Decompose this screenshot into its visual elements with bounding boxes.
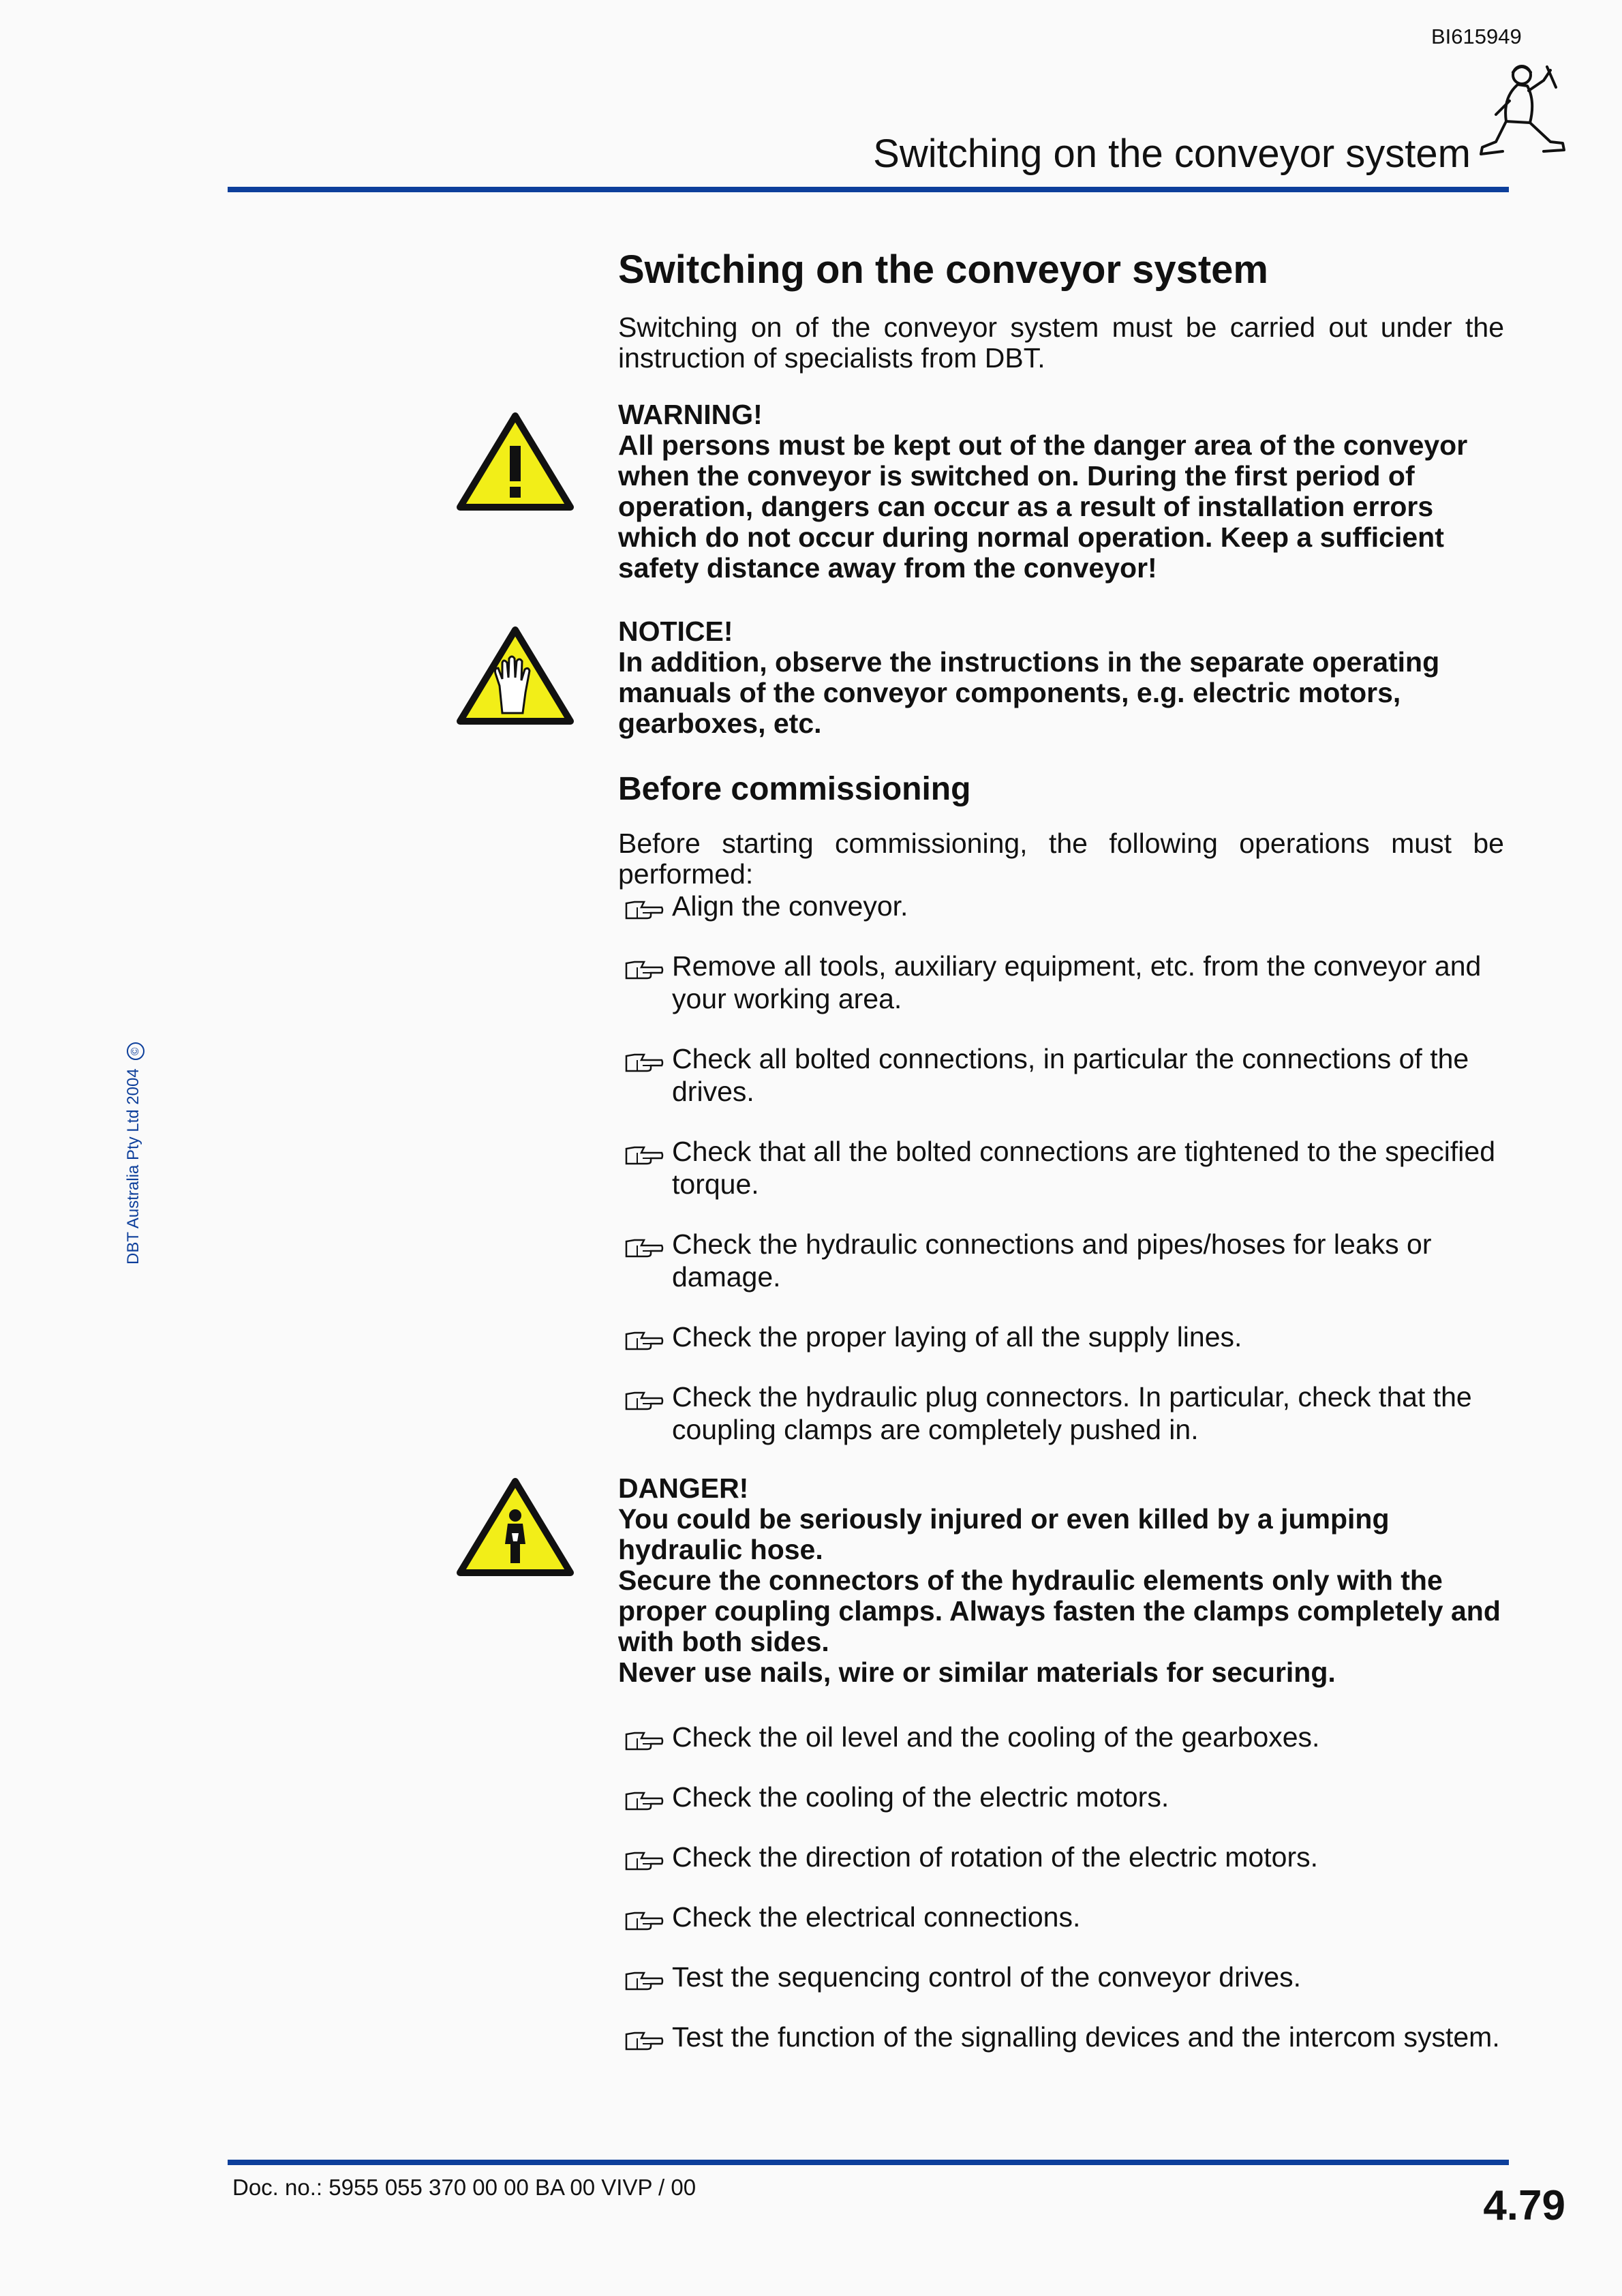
warning-label: WARNING! (618, 398, 763, 430)
pointing-hand-icon (624, 2030, 664, 2051)
pointing-hand-icon (624, 1237, 664, 1258)
step-text: Test the function of the signalling devices and the intercom system. (672, 2021, 1500, 2053)
page-number: 4.79 (1483, 2182, 1565, 2229)
intro-paragraph: Switching on of the conveyor system must be carried out under the instruction of specialists from DBT. (618, 311, 1504, 374)
step-text: Check the direction of rotation of the electric motors. (672, 1841, 1319, 1873)
danger-text-2: Secure the connectors of the hydraulic elements only with the proper coupling clamps. Always fasten the clamps completely and with both sides. (618, 1564, 1501, 1657)
step-text: Check the electrical connections. (672, 1901, 1081, 1933)
pointing-hand-icon (624, 1910, 664, 1931)
list-item (618, 1042, 1504, 1108)
section-title: Before commissioning (618, 770, 971, 807)
notice-text: In addition, observe the instructions in the separate operating manuals of the conveyor components, e.g. electric motors, gearboxes, etc. (618, 646, 1440, 739)
document-id: BI615949 (1431, 25, 1522, 48)
document-number: Doc. no.: 5955 055 370 00 00 BA 00 VIVP / 00 (232, 2175, 697, 2200)
pointing-hand-icon (624, 959, 664, 980)
copyright-text: DBT Australia Pty Ltd 2004 (124, 1068, 142, 1265)
list-item (618, 1228, 1504, 1293)
list-item (618, 1961, 1504, 1993)
step-text: Check that all the bolted connections are tightened to the specified torque. (672, 1135, 1496, 1200)
list-item (618, 2021, 1504, 2053)
step-text: Check the hydraulic plug connectors. In particular, check that the coupling clamps are completely pushed in. (672, 1380, 1472, 1445)
list-item (618, 890, 1504, 922)
step-text: Remove all tools, auxiliary equipment, etc. from the conveyor and your working area. (672, 950, 1482, 1014)
pointing-hand-icon (624, 1330, 664, 1350)
steps-after-list (618, 1721, 1504, 2053)
copyright-symbol: © (127, 1042, 144, 1060)
worker-icon (1475, 60, 1571, 176)
list-item (618, 950, 1504, 1015)
copyright-note (124, 1042, 144, 1265)
pointing-hand-icon (624, 1970, 664, 1991)
header-rule (228, 187, 1509, 192)
warning-triangle-icon (455, 410, 576, 513)
list-item (618, 1721, 1504, 1753)
step-text: Check the cooling of the electric motors. (672, 1781, 1169, 1813)
pointing-hand-icon (624, 1730, 664, 1751)
step-text: Test the sequencing control of the conveyor drives. (672, 1961, 1302, 1993)
steps-before-list (618, 890, 1504, 1446)
step-text: Check the proper laying of all the supply lines. (672, 1320, 1242, 1353)
notice-label: NOTICE! (618, 615, 733, 647)
pointing-hand-icon (624, 1052, 664, 1072)
step-text: Align the conveyor. (672, 890, 908, 922)
danger-label: DANGER! (618, 1472, 749, 1504)
pointing-hand-icon (624, 1790, 664, 1811)
pointing-hand-icon (624, 1850, 664, 1871)
injury-person-icon (455, 1476, 576, 1578)
page-title: Switching on the conveyor system (618, 247, 1268, 292)
step-text: Check the oil level and the cooling of the gearboxes. (672, 1721, 1320, 1753)
list-item (618, 1781, 1504, 1813)
step-text: Check the hydraulic connections and pipes/hoses for leaks or damage. (672, 1228, 1432, 1293)
step-text: Check all bolted connections, in particular the connections of the drives. (672, 1042, 1469, 1107)
main-content (618, 248, 1504, 2081)
stop-hand-icon (455, 624, 576, 727)
danger-text-1: You could be seriously injured or even killed by a jumping hydraulic hose. (618, 1502, 1390, 1565)
running-title: Switching on the conveyor system (873, 132, 1471, 176)
section-intro: Before starting commissioning, the following operations must be performed: (618, 827, 1504, 890)
list-item (618, 1320, 1504, 1353)
footer-rule (228, 2160, 1509, 2165)
danger-block (618, 1473, 1504, 1688)
pointing-hand-icon (624, 899, 664, 920)
pointing-hand-icon (624, 1145, 664, 1165)
list-item (618, 1135, 1504, 1200)
pointing-hand-icon (624, 1390, 664, 1410)
warning-block (618, 399, 1504, 584)
list-item (618, 1901, 1504, 1933)
danger-text-3: Never use nails, wire or similar materials for securing. (618, 1656, 1336, 1688)
notice-block (618, 616, 1504, 739)
list-item (618, 1380, 1504, 1446)
warning-text: All persons must be kept out of the danger area of the conveyor when the conveyor is switched on. During the first period of operation, dangers can occur as a result of installation errors which do not occur during normal operation. Keep a sufficient safety distance away from the conveyor! (618, 429, 1468, 584)
list-item (618, 1841, 1504, 1873)
